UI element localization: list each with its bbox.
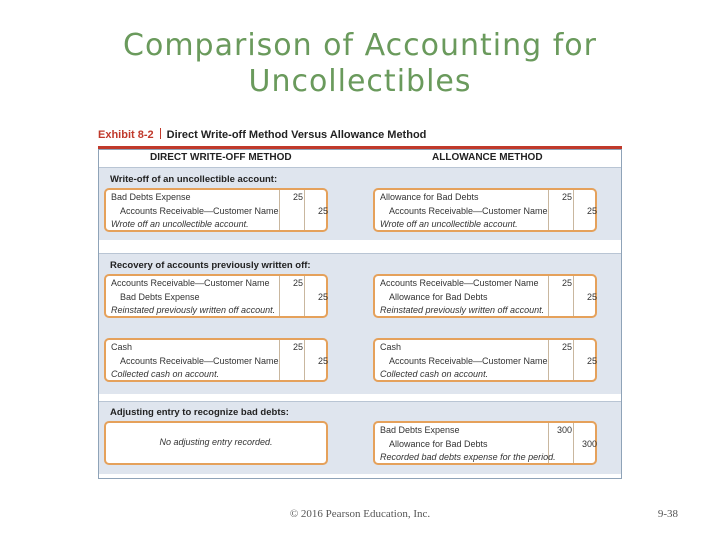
credit-account: Accounts Receivable—Customer Name (389, 206, 548, 216)
credit-amount: 25 (586, 292, 597, 302)
credit-column-rule (304, 190, 305, 230)
credit-column-rule (304, 340, 305, 380)
slide-title (60, 28, 660, 100)
credit-account: Allowance for Bad Debts (389, 439, 488, 449)
footer-copyright: © 2016 Pearson Education, Inc. (289, 508, 431, 520)
debit-amount: 25 (561, 278, 572, 288)
credit-amount: 25 (317, 356, 328, 366)
journal-entry-allowance-write-off (373, 188, 597, 232)
debit-account: Cash (111, 342, 133, 352)
credit-column-rule (573, 190, 574, 230)
credit-column-rule (304, 276, 305, 316)
debit-amount: 25 (292, 342, 303, 352)
entry-memo: Wrote off an uncollectible account. (111, 219, 249, 229)
debit-amount: 25 (292, 192, 303, 202)
footer-page-number: 9-38 (657, 508, 678, 520)
credit-column-rule (573, 340, 574, 380)
credit-amount: 25 (317, 206, 328, 216)
debit-amount: 25 (292, 278, 303, 288)
debit-account: Allowance for Bad Debts (380, 192, 479, 202)
exhibit-title: Direct Write-off Method Versus Allowance Method (166, 129, 427, 141)
debit-column-rule (548, 276, 549, 316)
credit-account: Accounts Receivable—Customer Name (120, 206, 279, 216)
credit-amount: 25 (586, 206, 597, 216)
journal-entry-direct-reinstate (104, 274, 328, 318)
exhibit-divider (160, 128, 161, 139)
journal-entry-direct-write-off (104, 188, 328, 232)
debit-column-rule (279, 276, 280, 316)
entry-memo: Wrote off an uncollectible account. (380, 219, 518, 229)
credit-amount: 25 (317, 292, 328, 302)
journal-entry-allowance-collect (373, 338, 597, 382)
debit-amount: 300 (556, 425, 572, 435)
journal-entry-allowance-adjusting (373, 421, 597, 465)
debit-column-rule (548, 190, 549, 230)
no-entry-note: No adjusting entry recorded. (159, 437, 273, 447)
debit-amount: 25 (561, 192, 572, 202)
slide-title-line-2: Uncollectibles (248, 64, 472, 99)
journal-entry-direct-collect (104, 338, 328, 382)
debit-account: Bad Debts Expense (111, 192, 191, 202)
debit-column-rule (279, 190, 280, 230)
credit-account: Accounts Receivable—Customer Name (120, 356, 279, 366)
exhibit-number: Exhibit 8-2 (98, 129, 154, 141)
debit-account: Accounts Receivable—Customer Name (111, 278, 270, 288)
debit-account: Cash (380, 342, 402, 352)
section-label-write-off: Write-off of an uncollectible account: (110, 174, 278, 185)
section-label-adjusting: Adjusting entry to recognize bad debts: (110, 407, 289, 418)
section-label-recovery: Recovery of accounts previously written off: (110, 260, 311, 271)
credit-column-rule (573, 423, 574, 463)
credit-account: Bad Debts Expense (120, 292, 200, 302)
exhibit-header (98, 128, 622, 144)
column-header-direct: DIRECT WRITE-OFF METHOD (150, 152, 292, 163)
entry-memo: Recorded bad debts expense for the period. (380, 452, 556, 462)
debit-account: Accounts Receivable—Customer Name (380, 278, 539, 288)
credit-account: Allowance for Bad Debts (389, 292, 488, 302)
credit-amount: 25 (586, 356, 597, 366)
column-header-allowance: ALLOWANCE METHOD (432, 152, 543, 163)
credit-account: Accounts Receivable—Customer Name (389, 356, 548, 366)
entry-memo: Collected cash on account. (111, 369, 220, 379)
debit-column-rule (279, 340, 280, 380)
entry-memo: Collected cash on account. (380, 369, 489, 379)
credit-amount: 300 (581, 439, 597, 449)
entry-memo: Reinstated previously written off account. (111, 305, 276, 315)
debit-column-rule (548, 340, 549, 380)
debit-account: Bad Debts Expense (380, 425, 460, 435)
entry-memo: Reinstated previously written off account. (380, 305, 545, 315)
debit-amount: 25 (561, 342, 572, 352)
journal-entry-direct-adjusting (104, 421, 328, 465)
credit-column-rule (573, 276, 574, 316)
slide-title-line-1: Comparison of Accounting for (123, 28, 597, 63)
journal-entry-allowance-reinstate (373, 274, 597, 318)
